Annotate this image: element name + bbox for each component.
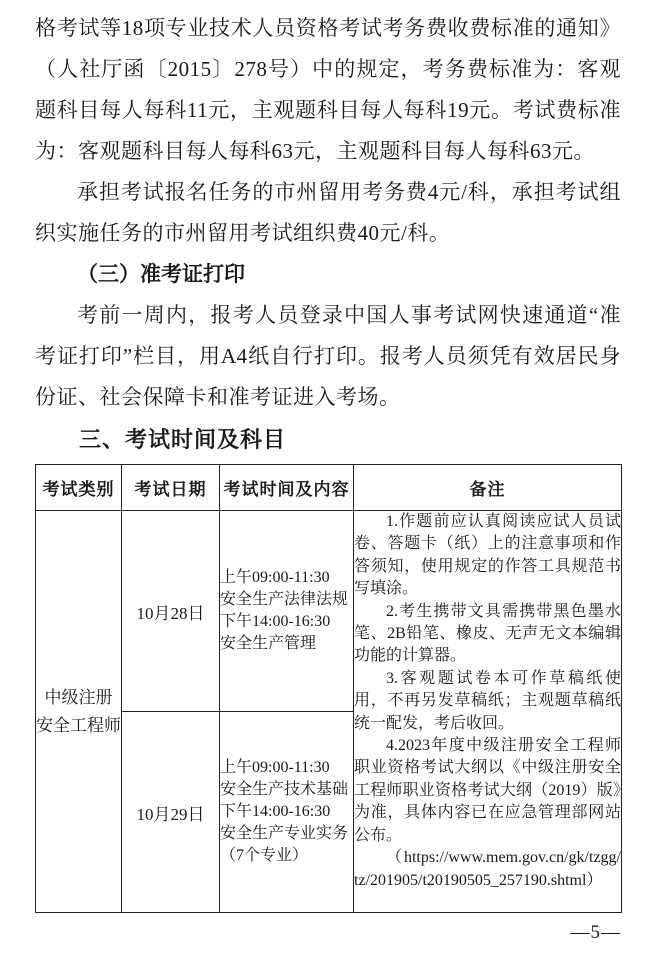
text-line: 安全生产技术基础 [220, 781, 349, 798]
remark-exam-outline-url: （https://www.mem.gov.cn/gk/tzgg/tz/201905/t20190505_257190.shtml） [354, 849, 621, 889]
paragraph-ticket-printing-instructions: 考前一周内，报考人员登录中国人事考试网快速通道“准考证打印”栏目，用A4纸自行打印。报考人员须凭有效居民身份证、社会保障卡和准考证进入考场。 [35, 303, 621, 409]
cell-exam-sessions-oct-28 [220, 511, 354, 712]
col-header-exam-date: 考试日期 [122, 465, 220, 511]
remark-item-2: 2.考生携带文具需携带黑色墨水笔、2B铅笔、橡皮、无声无文本编辑功能的计算器。 [354, 602, 621, 665]
text-line: 下午14:00-16:30 [220, 803, 331, 820]
text-line: 上午09:00-11:30 [220, 759, 330, 776]
cell-remarks [354, 511, 622, 913]
col-header-exam-category: 考试类别 [36, 465, 122, 511]
text-line: 上午09:00-11:30 [220, 569, 330, 586]
text-line: 中级注册 [44, 687, 113, 707]
page-number: —5— [570, 922, 621, 943]
col-header-exam-time-content: 考试时间及内容 [220, 465, 354, 511]
heading-exam-time-and-subjects: 三、考试时间及科目 [79, 427, 287, 452]
body-text-block [35, 8, 621, 462]
paragraph-fee-standard: 格考试等18项专业技术人员资格考试考务费收费标准的通知》（人社厅函〔2015〕278号）中的规定，考务费标准为：客观题科目每人每科11元，主观题科目每人每科19元。考试费标准为：客观题科目每人每科63元，主观题科目每人每科63元。 [35, 16, 621, 163]
table-header-row [36, 465, 622, 511]
remark-item-1: 1.作题前应认真阅读应试人员试卷、答题卡（纸）上的注意事项和作答须知，使用规定的作答工具规范书写填涂。 [354, 513, 621, 598]
text-line: 安全生产管理 [220, 635, 317, 652]
col-header-remarks: 备注 [354, 465, 622, 511]
text-line: 安全生产法律法规 [220, 591, 349, 608]
paragraph-retained-fees: 承担考试报名任务的市州留用考务费4元/科，承担考试组织实施任务的市州留用考试组织费40元/科。 [35, 180, 621, 245]
cell-exam-category [36, 511, 122, 913]
text-line: 安全生产专业实务 [220, 825, 349, 842]
text-line: 安全工程师 [36, 715, 121, 735]
heading-admission-ticket-printing: （三）准考证打印 [77, 262, 245, 286]
text-line: 下午14:00-16:30 [220, 613, 331, 630]
cell-exam-date-oct-28: 10月28日 [122, 511, 220, 712]
remark-item-3: 3.客观题试卷本可作草稿纸使用，不再另发草稿纸；主观题草稿纸统一配发，考后收回。 [354, 669, 621, 732]
exam-schedule-table [35, 464, 622, 913]
cell-exam-sessions-oct-29 [220, 712, 354, 913]
table-row-oct-28 [36, 511, 622, 712]
text-line: （7个专业） [220, 847, 309, 864]
remark-item-4: 4.2023年度中级注册安全工程师职业资格考试大纲以《中级注册安全工程师职业资格考试大纲（2019）版》为准，具体内容已在应急管理部网站公布。 [354, 737, 621, 844]
cell-exam-date-oct-29: 10月29日 [122, 712, 220, 913]
